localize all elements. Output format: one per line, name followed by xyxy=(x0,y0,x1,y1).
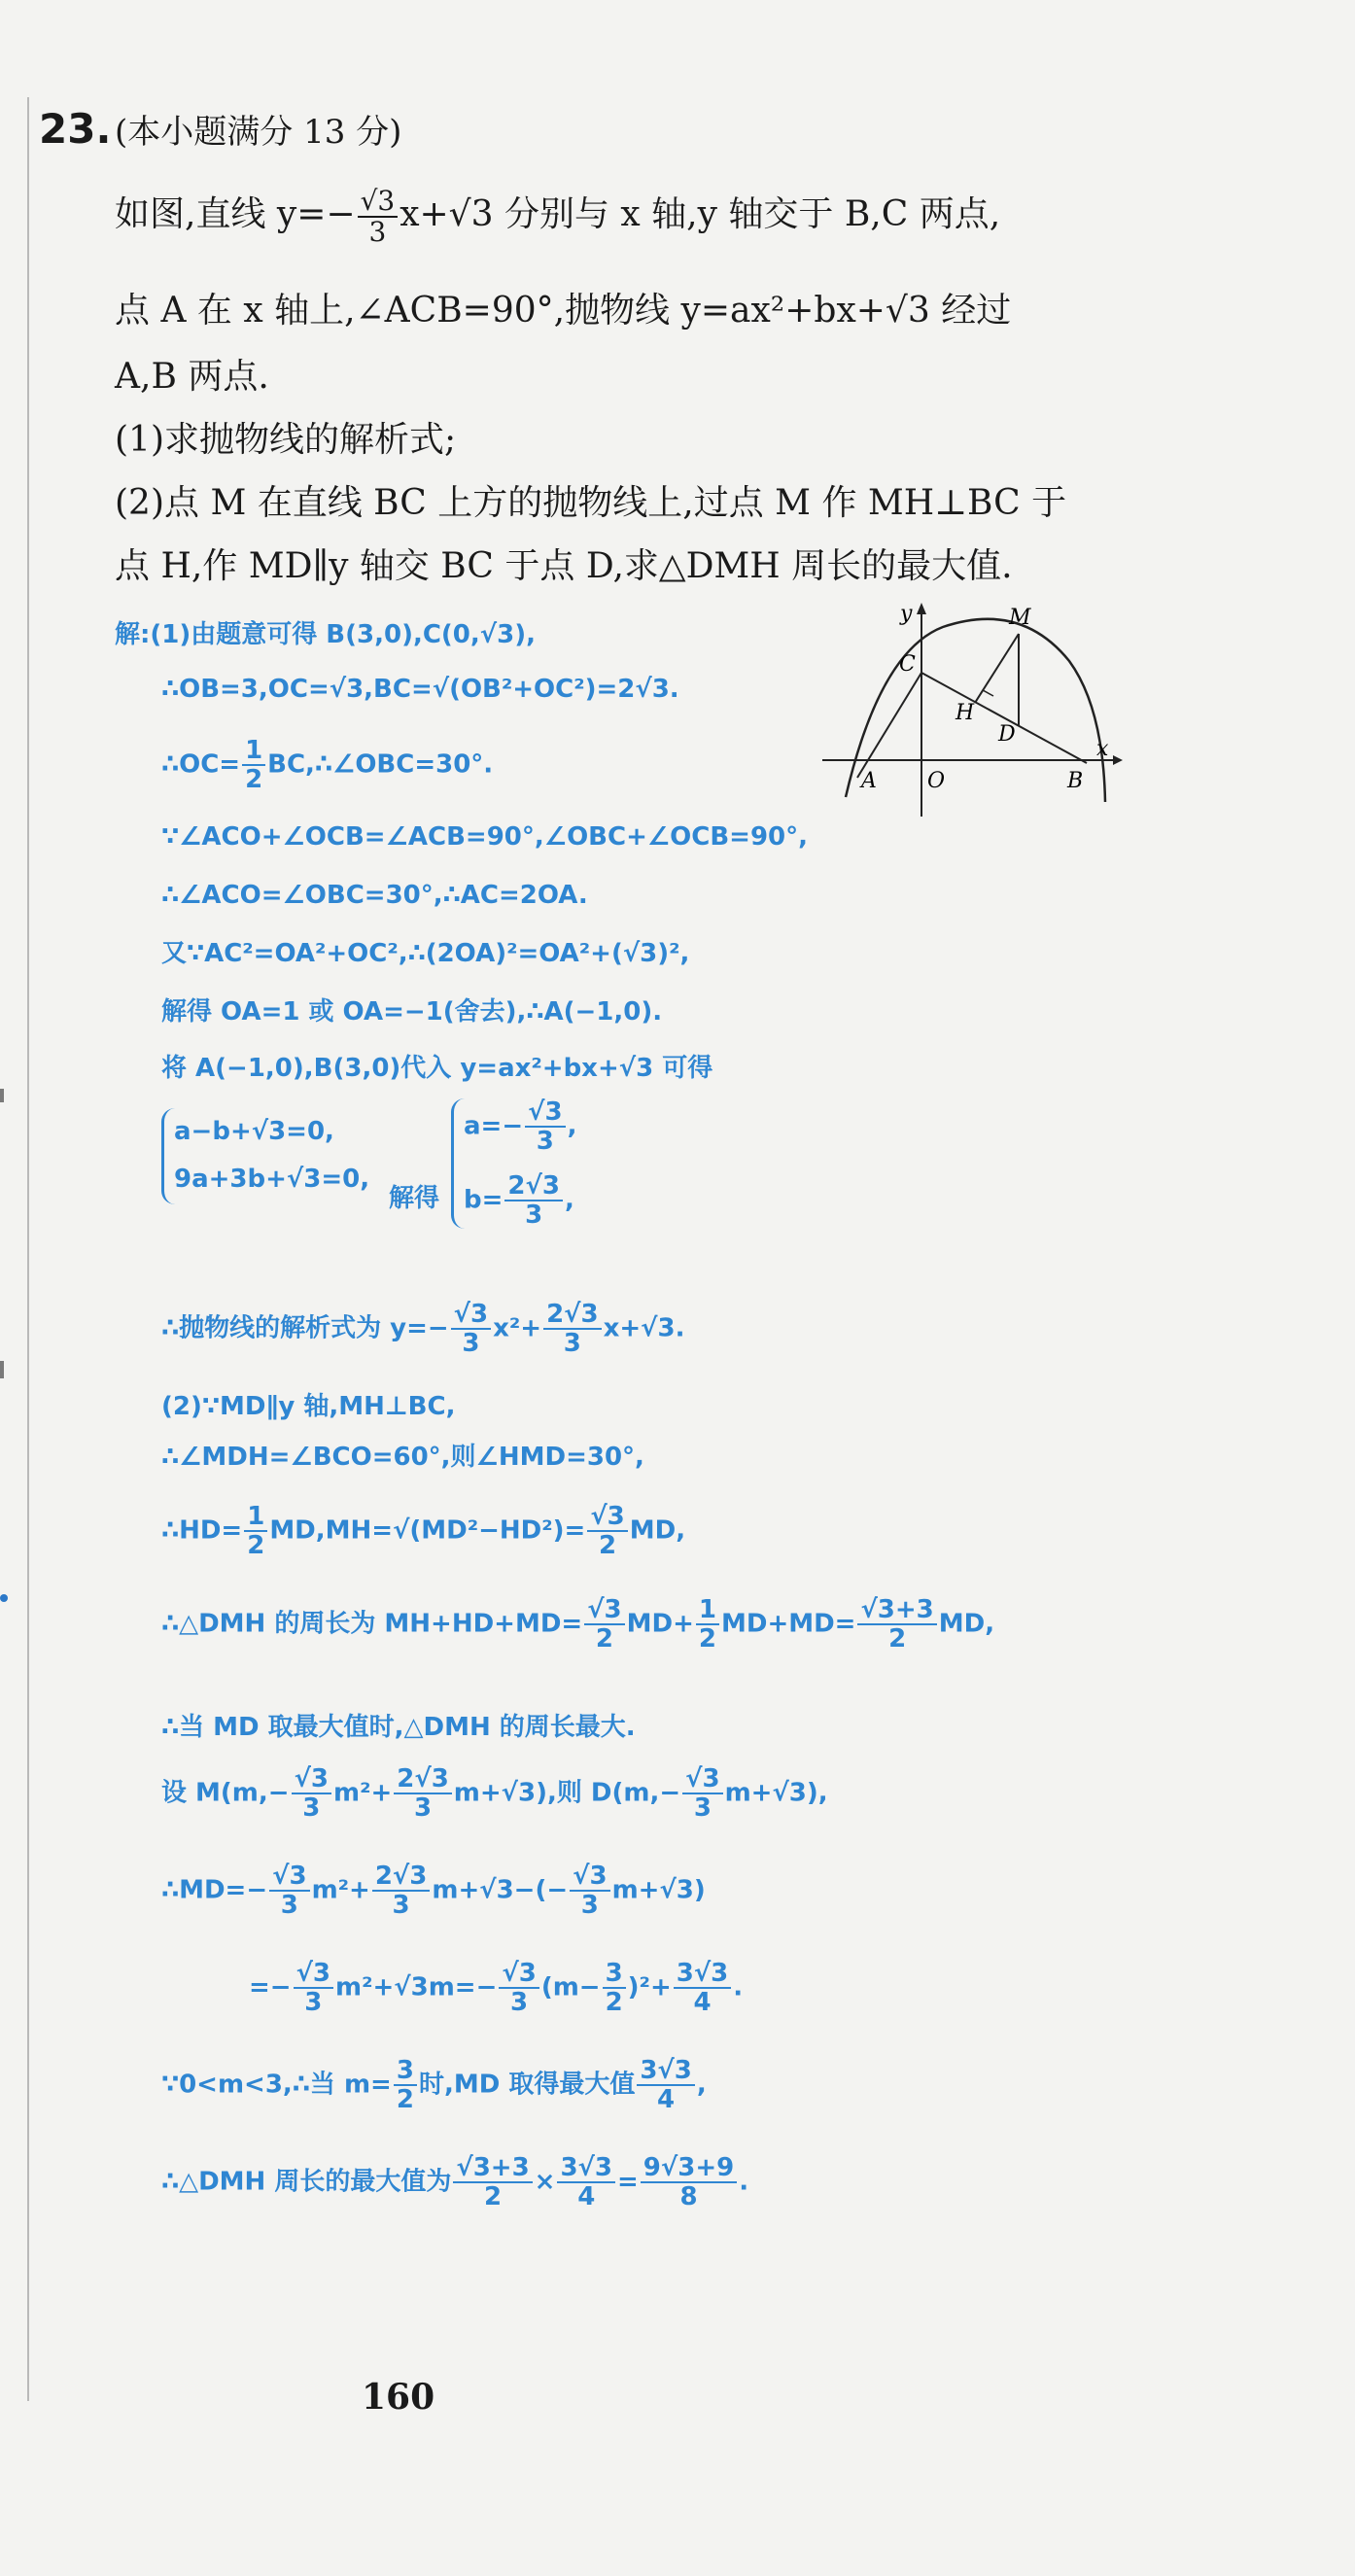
solution-line-19: ∴△DMH 周长的最大值为 $\frac{√3+3}{2}$ × $\frac{3√3}{4}$ = $\frac{9√3+9}{8}$ . xyxy=(161,2153,749,2212)
y-axis-arrow xyxy=(917,603,926,614)
label-y: y xyxy=(900,602,913,626)
line-bc xyxy=(921,673,1087,763)
solution-line-13: ∴△DMH 的周长为 MH+HD+MD= $\frac{√3}{2}$ MD+ $\frac{1}{2}$ MD+MD= $\frac{√3+3}{2}$ MD, xyxy=(161,1595,995,1654)
solution-line-15: 设 M(m,− $\frac{√3}{3}$ m²+ $\frac{2√3}{3}$ m+√3),则 D(m,− $\frac{√3}{3}$ m+√3), xyxy=(161,1764,828,1824)
solution-line-14: ∴当 MD 取最大值时,△DMH 的周长最大. xyxy=(161,1713,636,1742)
label-a: A xyxy=(861,769,877,793)
edge-dot xyxy=(0,1594,8,1602)
solution-line-3: ∴OC= $\frac{1}{2}$ BC,∴∠OBC=30°. xyxy=(161,736,494,795)
solve-word: 解得 xyxy=(389,1184,440,1213)
solution-line-6: 又∵AC²=OA²+OC²,∴(2OA)²=OA²+(√3)², xyxy=(161,939,690,968)
solution-line-16: ∴MD=− $\frac{√3}{3}$ m²+ $\frac{2√3}{3}$ m+√3−(− $\frac{√3}{3}$ m+√3) xyxy=(161,1862,706,1921)
solution-line-7: 解得 OA=1 或 OA=−1(舍去),∴A(−1,0). xyxy=(161,997,663,1027)
solution-line-17: =− $\frac{√3}{3}$ m²+√3m=− $\frac{√3}{3}$ (m− $\frac{3}{2}$ )²+ $\frac{3√3}{4}$ . xyxy=(249,1959,744,2018)
question-part-1: (1)求抛物线的解析式; xyxy=(115,420,457,460)
result-brace: a=− $\frac{√3}{3}$ , b= $\frac{2√3}{3}$ , xyxy=(451,1098,576,1229)
right-angle-mark xyxy=(975,690,993,703)
solution-line-11: ∴∠MDH=∠BCO=60°,则∠HMD=30°, xyxy=(161,1443,644,1472)
edge-mark xyxy=(0,1089,4,1102)
equation-system xyxy=(161,1108,369,1204)
question-number: 23. xyxy=(39,105,112,153)
label-b: B xyxy=(1067,769,1084,793)
solution-line-9: ∴抛物线的解析式为 y=− $\frac{√3}{3}$ x²+ $\frac{2√3}{3}$ x+√3. xyxy=(161,1300,685,1359)
parabola-curve xyxy=(846,619,1105,802)
solution-line-2: ∴OB=3,OC=√3,BC=√(OB²+OC²)=2√3. xyxy=(161,675,679,704)
x-axis-arrow xyxy=(1113,755,1123,765)
parabola-diagram xyxy=(816,593,1128,826)
question-line-1: 如图,直线 y=− $\frac{√3}{3}$ x+√3 分别与 x 轴,y 轴交于 B,C 两点, xyxy=(115,185,1001,249)
label-x: x xyxy=(1096,737,1109,761)
label-h: H xyxy=(955,701,975,725)
solution-line-5: ∴∠ACO=∠OBC=30°,∴AC=2OA. xyxy=(161,881,588,910)
question-part-2b: 点 H,作 MD∥y 轴交 BC 于点 D,求△DMH 周长的最大值. xyxy=(115,546,1013,586)
solution-line-12: ∴HD= $\frac{1}{2}$ MD,MH=√(MD²−HD²)= $\frac{√3}{2}$ MD, xyxy=(161,1502,686,1561)
margin-line xyxy=(27,97,29,2401)
system-brace: a−b+√3=0, 9a+3b+√3=0, xyxy=(161,1108,369,1204)
label-c: C xyxy=(899,652,916,677)
solution-line-1: 解:(1)由题意可得 B(3,0),C(0,√3), xyxy=(115,620,536,649)
solution-line-8: 将 A(−1,0),B(3,0)代入 y=ax²+bx+√3 可得 xyxy=(161,1054,713,1083)
question-line-2: 点 A 在 x 轴上,∠ACB=90°,抛物线 y=ax²+bx+√3 经过 xyxy=(115,291,1012,331)
label-d: D xyxy=(998,722,1016,747)
question-line-3: A,B 两点. xyxy=(115,357,269,397)
solution-line-18: ∵0<m<3,∴当 m= $\frac{3}{2}$ 时,MD 取得最大值 $\frac{3√3}{4}$ , xyxy=(161,2056,707,2115)
edge-mark xyxy=(0,1361,4,1378)
solution-line-10: (2)∵MD∥y 轴,MH⊥BC, xyxy=(161,1392,456,1421)
page-number: 160 xyxy=(362,2377,435,2418)
system-result xyxy=(451,1098,576,1229)
label-m: M xyxy=(1009,606,1031,630)
question-part-2a: (2)点 M 在直线 BC 上方的抛物线上,过点 M 作 MH⊥BC 于 xyxy=(115,483,1067,523)
question-header: (本小题满分 13 分) xyxy=(115,113,402,152)
label-o: O xyxy=(927,769,946,793)
solution-line-4: ∵∠ACO+∠OCB=∠ACB=90°,∠OBC+∠OCB=90°, xyxy=(161,822,809,852)
